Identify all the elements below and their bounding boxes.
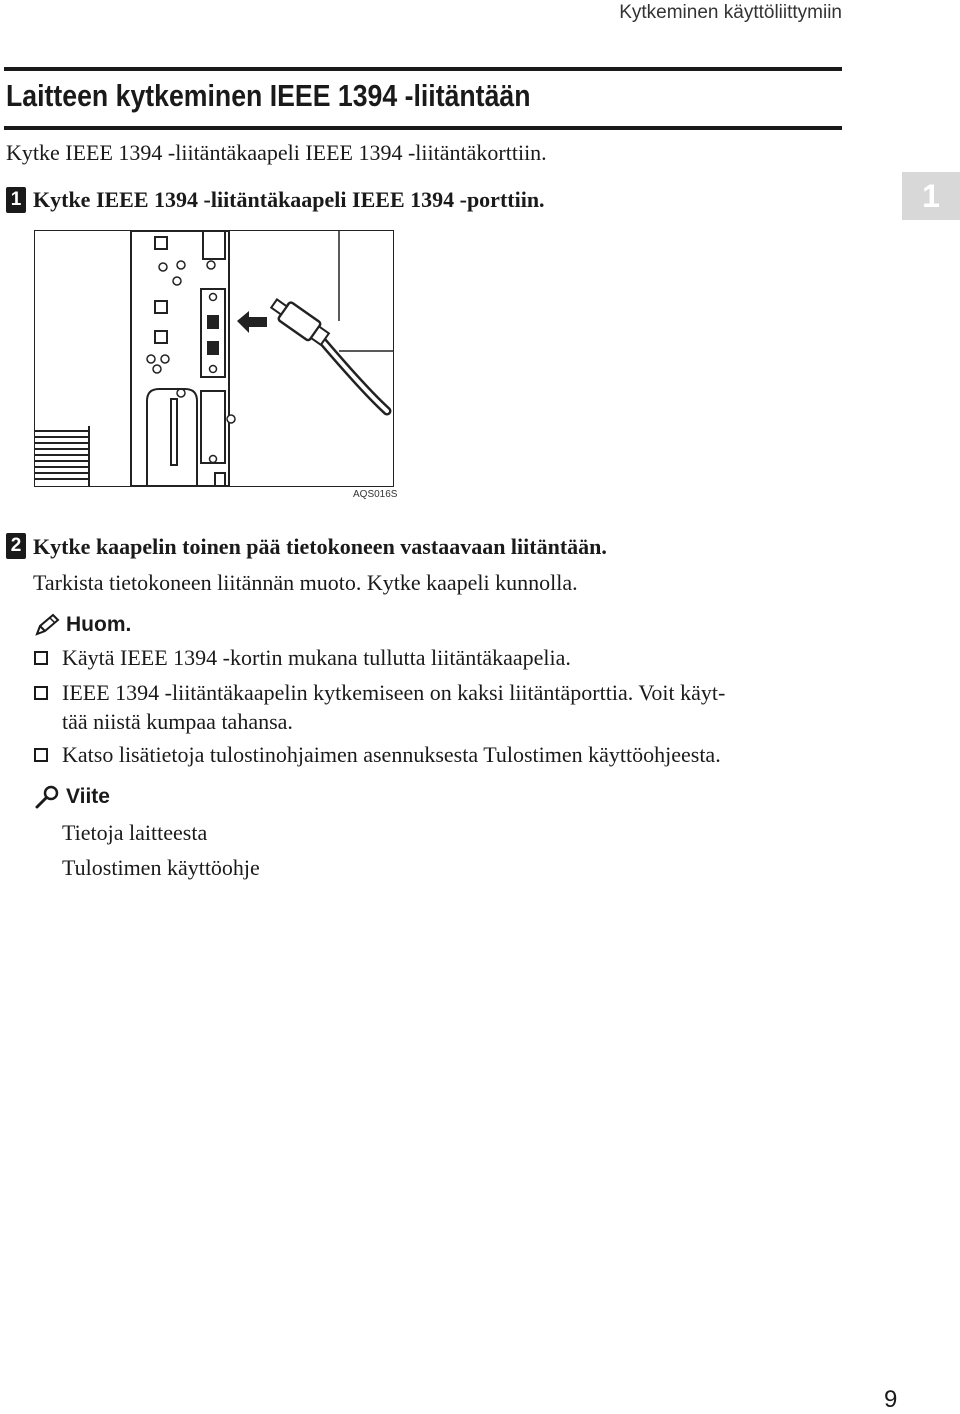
note-heading bbox=[34, 613, 131, 637]
section-intro: Kytke IEEE 1394 -liitäntäkaapeli IEEE 1394 -liitäntäkorttiin. bbox=[6, 140, 547, 165]
note-item: Katso lisätietoja tulostinohjaimen asennuksesta Tulostimen käyttöohjeesta. bbox=[62, 742, 721, 767]
step-2-number: 2 bbox=[6, 533, 26, 559]
note-item: IEEE 1394 -liitäntäkaapelin kytkemiseen on kaksi liitäntäporttia. Voit käyt- bbox=[62, 680, 726, 705]
title-rule-bottom bbox=[4, 126, 842, 130]
magnifier-icon bbox=[34, 785, 60, 809]
reference-link[interactable]: Tietoja laitteesta bbox=[62, 820, 208, 845]
reference-link[interactable]: Tulostimen käyttöohje bbox=[62, 855, 260, 880]
page-title: Laitteen kytkeminen IEEE 1394 -liitäntään bbox=[6, 78, 531, 113]
pencil-icon bbox=[34, 613, 60, 637]
step-2-body: Tarkista tietokoneen liitännän muoto. Kytke kaapeli kunnolla. bbox=[33, 570, 578, 595]
reference-heading-label: Viite bbox=[66, 785, 110, 808]
title-rule-top bbox=[4, 67, 842, 71]
step-1-text: Kytke IEEE 1394 -liitäntäkaapeli IEEE 1394 -porttiin. bbox=[33, 187, 545, 212]
bullet-box-icon bbox=[34, 651, 48, 665]
step-1-number: 1 bbox=[6, 187, 26, 213]
step-2-text: Kytke kaapelin toinen pää tietokoneen vastaavaan liitäntään. bbox=[33, 534, 607, 559]
running-header: Kytkeminen käyttöliittymiin bbox=[619, 2, 842, 23]
note-item: Käytä IEEE 1394 -kortin mukana tullutta liitäntäkaapelia. bbox=[62, 645, 571, 670]
connection-illustration bbox=[34, 230, 394, 487]
printer-port-drawing bbox=[35, 231, 393, 486]
chapter-tab: 1 bbox=[902, 172, 960, 220]
figure-code: AQS016S bbox=[353, 489, 398, 500]
reference-heading bbox=[34, 785, 110, 809]
bullet-box-icon bbox=[34, 748, 48, 762]
note-item-continued: tää niistä kumpaa tahansa. bbox=[62, 709, 293, 734]
bullet-box-icon bbox=[34, 686, 48, 700]
page-number: 9 bbox=[884, 1386, 898, 1413]
note-heading-label: Huom. bbox=[66, 613, 132, 636]
